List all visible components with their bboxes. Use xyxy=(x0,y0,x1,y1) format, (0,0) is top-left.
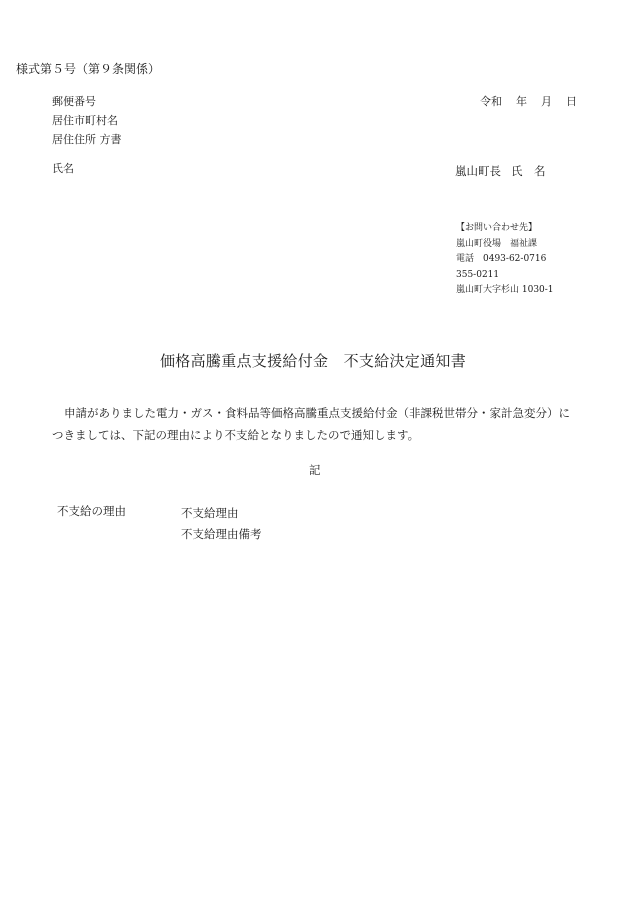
issuer-title: 嵐山町長 xyxy=(455,164,501,178)
body-line-1: 申請がありました電力・ガス・食料品等価格高騰重点支援給付金（非課税世帯分・家計急変分）に xyxy=(64,406,570,420)
reason-label: 不支給の理由 xyxy=(57,504,126,518)
issue-date xyxy=(480,93,577,109)
form-number: 様式第５号（第９条関係） xyxy=(16,62,161,76)
contact-block xyxy=(456,221,554,299)
document-title: 価格高騰重点支援給付金 不支給決定通知書 xyxy=(160,352,467,370)
issue-date-year: 年 xyxy=(516,95,527,108)
recipient-name: 氏名 xyxy=(52,162,74,175)
reason-value: 不支給理由 xyxy=(181,506,239,520)
reason-note: 不支給理由備考 xyxy=(181,527,262,541)
issue-date-era: 令和 xyxy=(480,95,502,108)
recipient-postal-code: 郵便番号 xyxy=(52,95,96,108)
contact-department: 嵐山町役場 福祉課 xyxy=(456,238,538,249)
issue-date-day: 日 xyxy=(566,95,577,108)
issuer-name: 氏 名 xyxy=(511,164,546,178)
ki-heading: 記 xyxy=(309,463,321,477)
contact-address: 嵐山町大字杉山 1030-1 xyxy=(456,285,554,295)
recipient-block xyxy=(52,92,122,149)
issue-date-month: 月 xyxy=(541,95,552,108)
body-line-2: つきましては、下記の理由により不支給となりましたので通知します。 xyxy=(52,428,420,442)
issuer xyxy=(455,163,546,179)
body-text xyxy=(52,402,612,446)
contact-phone: 電話 0493-62-0716 xyxy=(456,254,547,264)
recipient-city: 居住市町村名 xyxy=(52,114,118,127)
recipient-address: 居住住所 方書 xyxy=(52,133,122,146)
contact-postal-code: 355-0211 xyxy=(456,269,500,280)
reason-values xyxy=(181,503,262,545)
contact-heading: 【お問い合わせ先】 xyxy=(456,223,538,233)
